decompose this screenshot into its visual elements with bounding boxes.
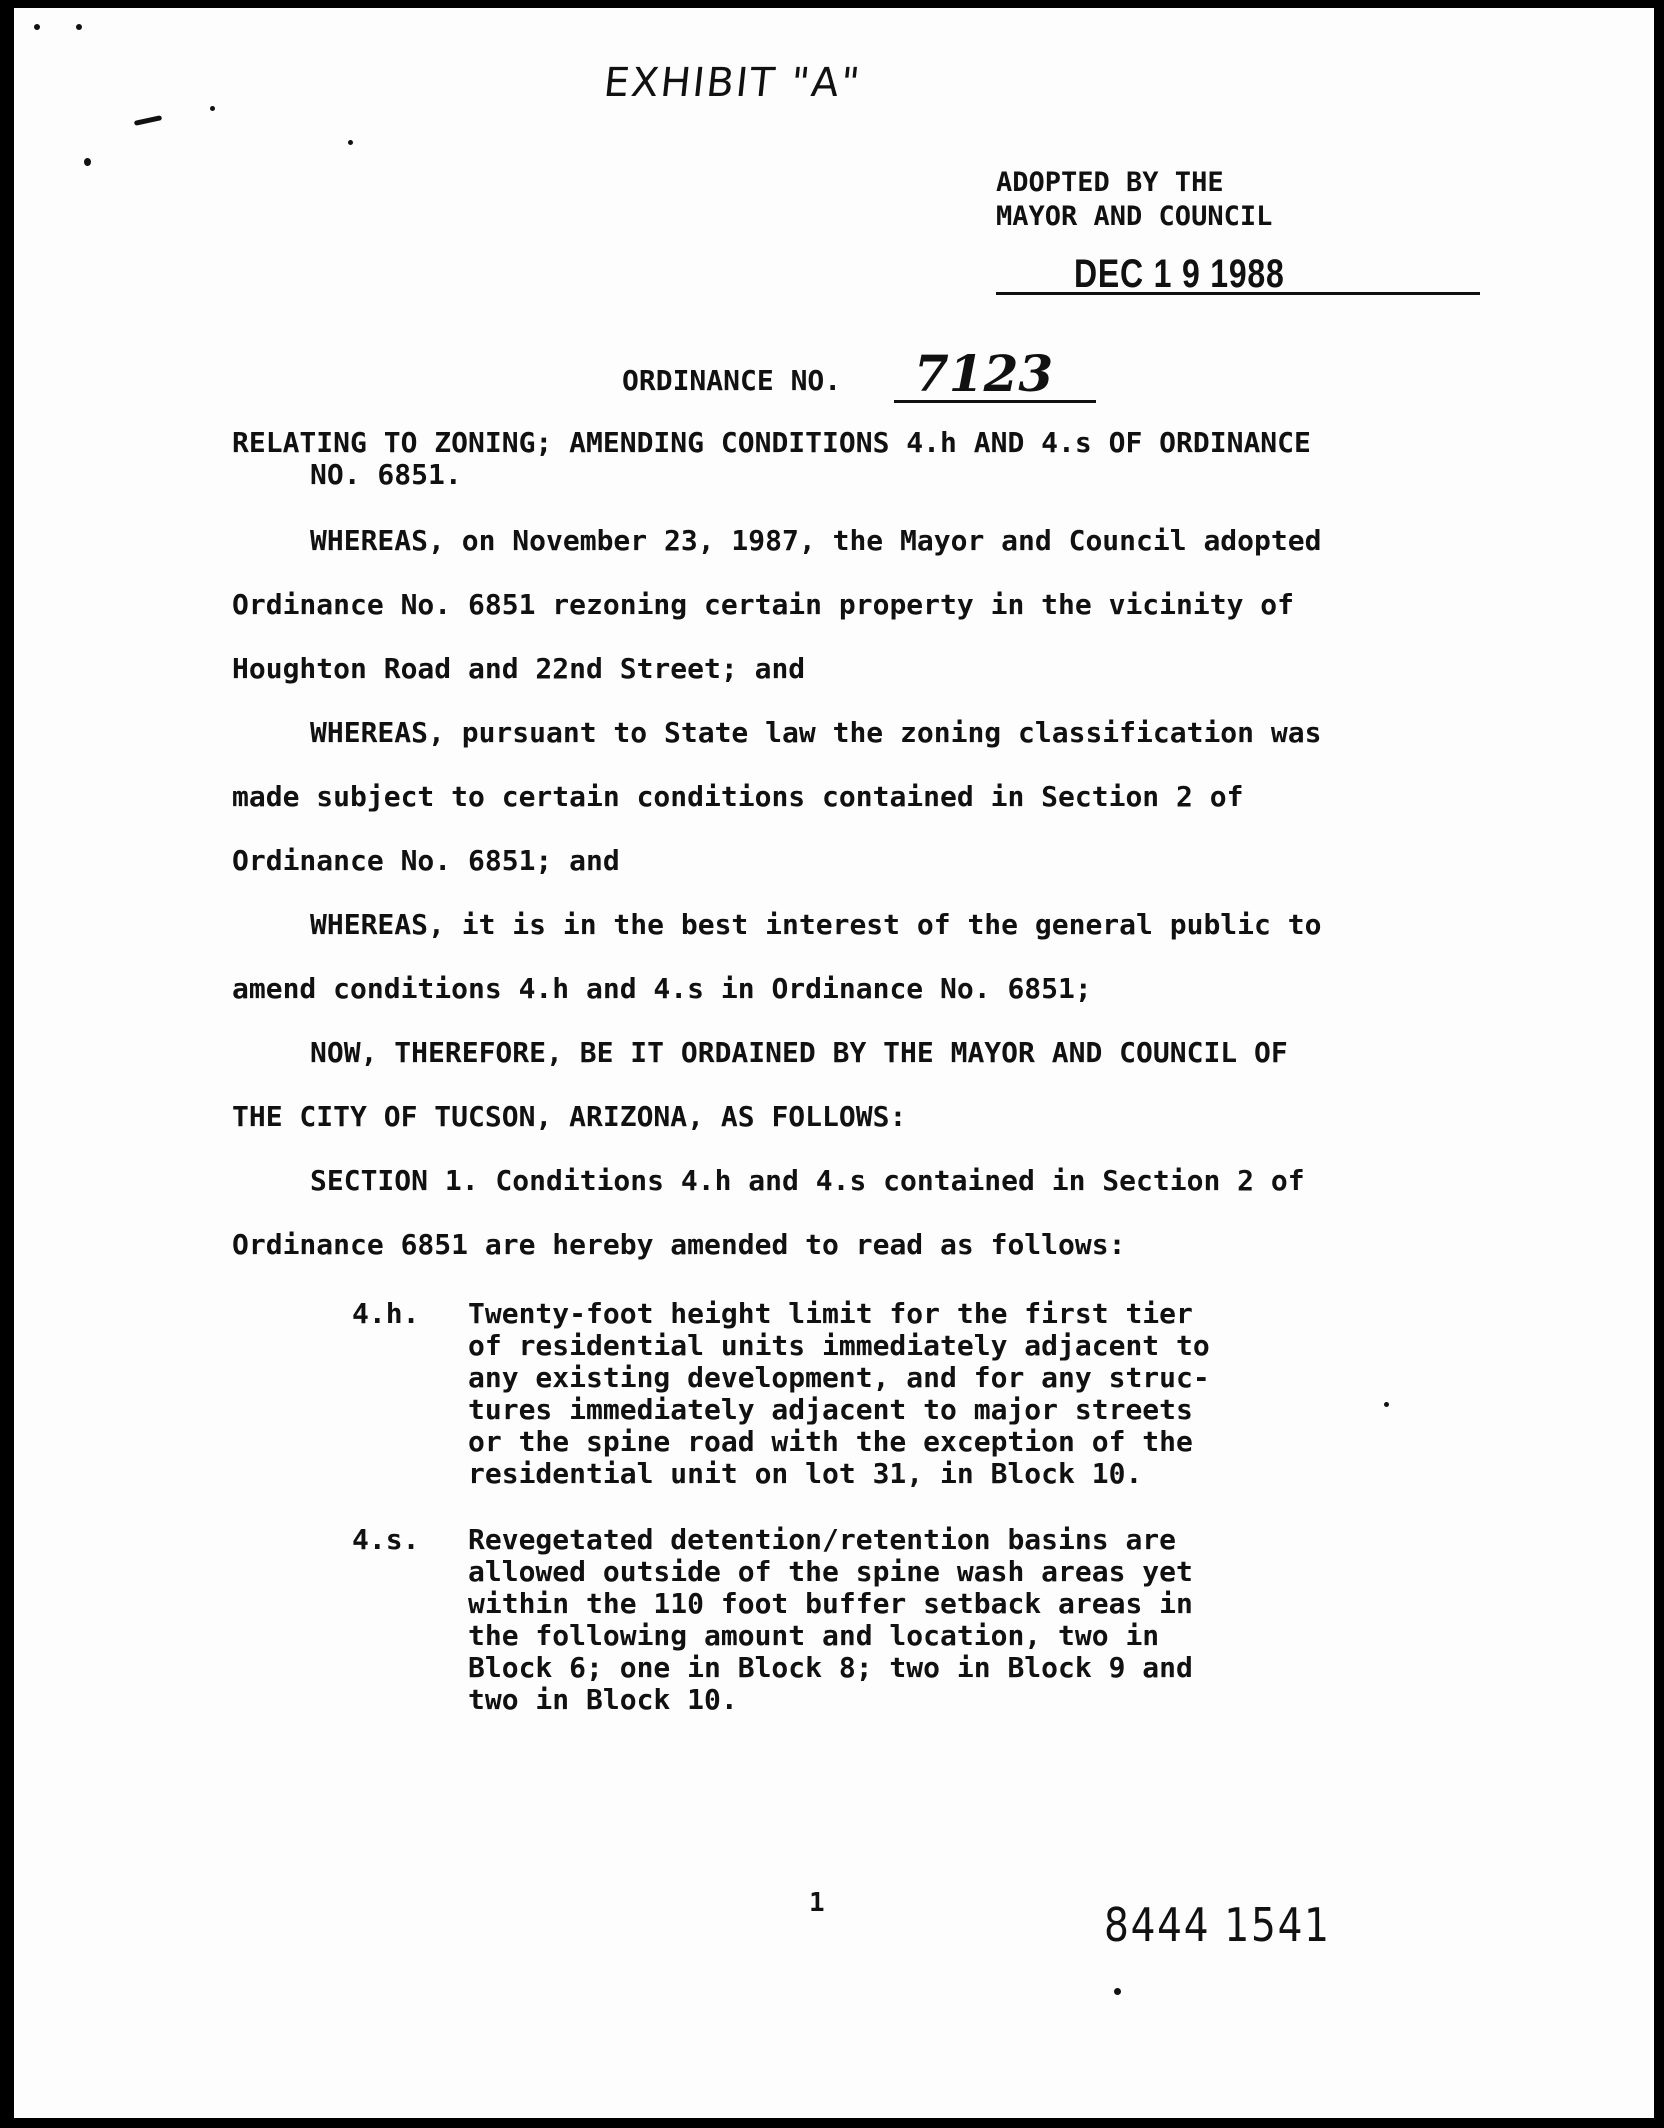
adopted-line: MAYOR AND COUNCIL [996,201,1273,232]
scan-speck [76,24,82,30]
paragraph-line: made subject to certain conditions contained in Section 2 of [232,780,1244,813]
paragraph-line: NOW, THEREFORE, BE IT ORDAINED BY THE MAYOR AND COUNCIL OF [310,1036,1288,1069]
condition-line: of residential units immediately adjacent to [468,1329,1210,1362]
title-line: RELATING TO ZONING; AMENDING CONDITIONS 4.h AND 4.s OF ORDINANCE [232,426,1311,459]
condition-text [468,1298,1210,1490]
condition-line: allowed outside of the spine wash areas yet [468,1555,1193,1588]
condition-label: 4.s. [352,1523,420,1556]
paragraph-line: WHEREAS, on November 23, 1987, the Mayor and Council adopted [310,524,1322,557]
paragraph-line: THE CITY OF TUCSON, ARIZONA, AS FOLLOWS: [232,1100,907,1133]
ordinance-label: ORDINANCE NO. [622,364,842,397]
title-line: NO. 6851. [310,458,462,491]
scan-speck [34,24,40,30]
document-sheet [14,8,1654,2118]
scan-speck [210,106,215,111]
condition-line: residential unit on lot 31, in Block 10. [468,1457,1143,1490]
condition-line: within the 110 foot buffer setback areas in [468,1587,1193,1620]
paragraph-line: amend conditions 4.h and 4.s in Ordinance No. 6851; [232,972,1092,1005]
exhibit-heading: EXHIBIT "A" [601,60,864,106]
ordinance-number: 7123 [914,344,1054,403]
condition-line: the following amount and location, two in [468,1619,1160,1652]
condition-line: two in Block 10. [468,1683,738,1716]
condition-line: Twenty-foot height limit for the first tier [468,1297,1193,1330]
condition-line: any existing development, and for any struc- [468,1361,1210,1394]
paragraph-line: WHEREAS, pursuant to State law the zoning classification was [310,716,1322,749]
adopted-date-stamp: DEC 1 9 1988 [1074,252,1285,296]
paragraph-line: Ordinance 6851 are hereby amended to read as follows: [232,1228,1126,1261]
paragraph-line: Ordinance No. 6851 rezoning certain property in the vicinity of [232,588,1295,621]
scan-speck [84,158,91,166]
condition-line: Block 6; one in Block 8; two in Block 9 and [468,1651,1193,1684]
condition-line: Revegetated detention/retention basins are [468,1523,1177,1556]
scan-speck [134,115,162,126]
condition-line: or the spine road with the exception of the [468,1425,1193,1458]
scan-speck [1114,1988,1121,1995]
condition-text [468,1524,1193,1716]
condition-line: tures immediately adjacent to major streets [468,1393,1193,1426]
docket-stamp-number: 8444 1541 [1104,1898,1331,1952]
paragraph-line: SECTION 1. Conditions 4.h and 4.s contained in Section 2 of [310,1164,1305,1197]
adopted-block [996,166,1272,234]
paragraph-line: WHEREAS, it is in the best interest of the general public to [310,908,1322,941]
scan-speck [1384,1402,1389,1407]
paragraph-line: Ordinance No. 6851; and [232,844,620,877]
page-number: 1 [809,1888,825,1918]
paragraph-line: Houghton Road and 22nd Street; and [232,652,806,685]
condition-label: 4.h. [352,1297,420,1330]
adopted-line: ADOPTED BY THE [996,167,1224,198]
scan-speck [348,140,353,145]
